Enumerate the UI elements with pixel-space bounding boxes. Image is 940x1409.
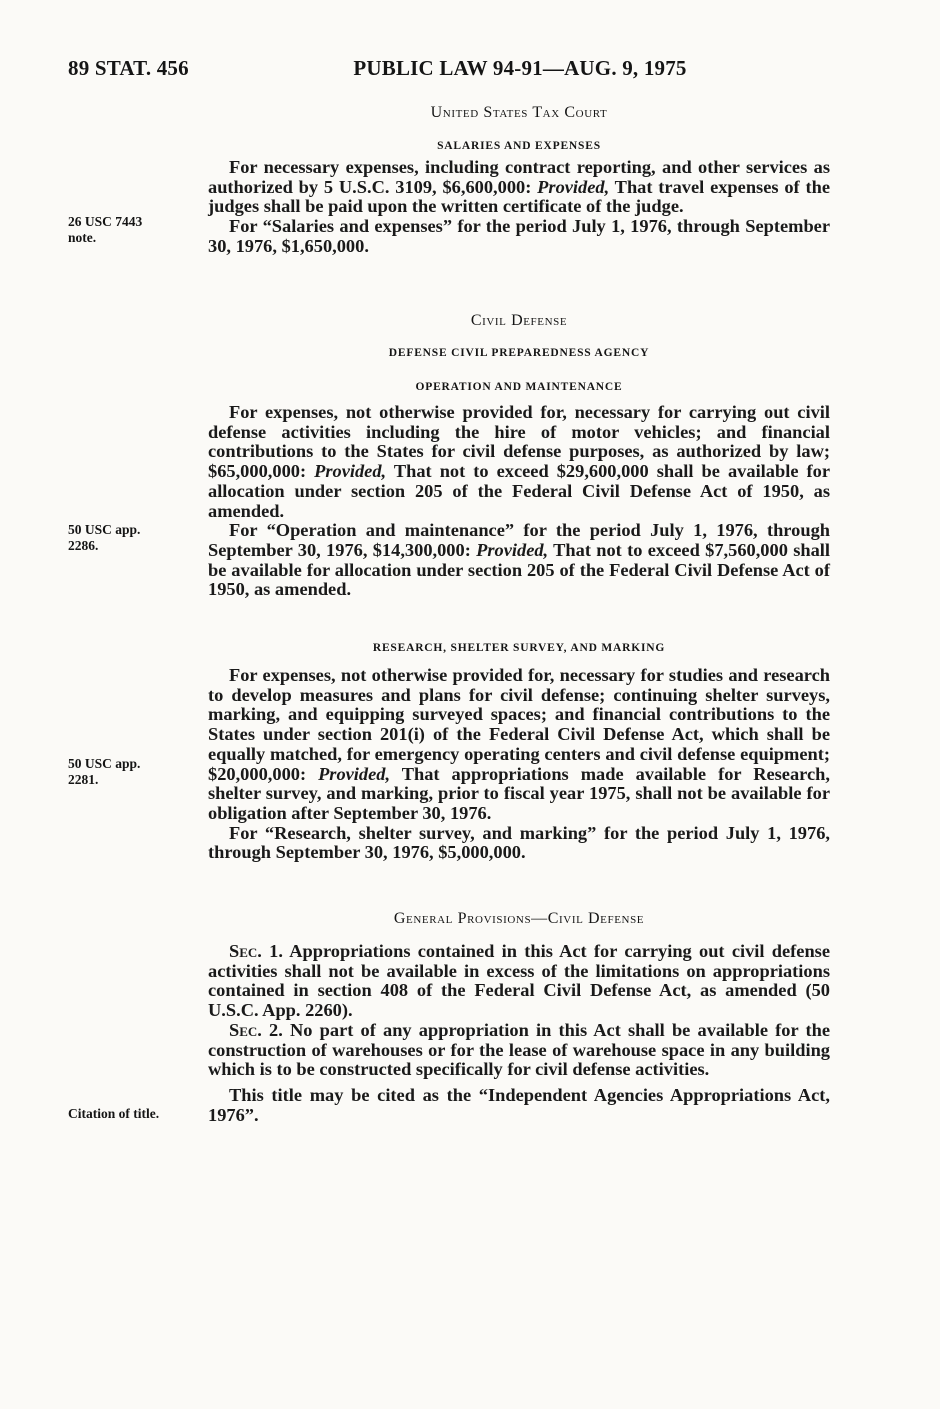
section-general-provisions (208, 910, 830, 1125)
subheading: SALARIES AND EXPENSES (437, 140, 601, 152)
paragraph: Sec. 1. Appropriations contained in this Act for carrying out civil defense activities shall not be available in excess of the limitations on appropriations contained in section 408 of the Federal Civil Defense Act, as amended (50 U.S.C. App. 2260). (208, 941, 830, 1021)
paragraph: Sec. 2. No part of any appropriation in this Act shall be available for the construction of warehouses or for the lease of warehouse space in any building which is to be constructed specifically for civil defense activities. (208, 1019, 830, 1080)
section-heading: General Provisions—Civil Defense (393, 910, 645, 927)
paragraph: For “Research, shelter survey, and marking” for the period July 1, 1976, through September 30, 1976, $5,000,000. (208, 822, 830, 863)
agency-heading: DEFENSE CIVIL PREPAREDNESS AGENCY (388, 347, 650, 359)
paragraph: For “Operation and maintenance” for the period July 1, 1976, through September 30, 1976, $14,300,000: Provided, That not to exceed $7,560,000 shall be available for allocation under section 205 of the Federal Civil Defense Act of 1950, as amended. (208, 520, 830, 600)
section-civil-defense (208, 312, 830, 600)
public-law-heading: PUBLIC LAW 94-91—AUG. 9, 1975 (353, 56, 687, 80)
margin-note-50-usc-2281: 50 USC app. 2281. (68, 756, 141, 787)
paragraph: This title may be cited as the “Independent Agencies Appropriations Act, 1976”. (208, 1084, 830, 1125)
subheading: OPERATION AND MAINTENANCE (415, 381, 623, 393)
margin-note-citation-of-title: Citation of title. (68, 1106, 160, 1121)
section-tax-court (208, 104, 830, 257)
section-heading: Civil Defense (470, 312, 568, 329)
paragraph: For necessary expenses, including contract reporting, and other services as authorized by 5 U.S.C. 3109, $6,600,000: Provided, That travel expenses of the judges shall be paid upon the written certificate of the judge. (208, 157, 830, 217)
stat-page-number: 89 STAT. 456 (68, 56, 189, 80)
margin-note-26-usc-7443: 26 USC 7443 note. (68, 214, 143, 245)
margin-note-50-usc-2286: 50 USC app. 2286. (68, 522, 141, 553)
paragraph: For expenses, not otherwise provided for, necessary for studies and research to develop measures and plans for civil defense; continuing shelter surveys, marking, and equipping surveyed spaces; and financial contributions to the States under section 201(i) of the Federal Civil Defense Act, which shall be equally matched, for emergency operating centers and civil defense equipment; $20,000,000: Provided, That appropriations made available for Research, shelter survey, and marking, prior to fiscal year 1975, shall not be available for obligation after September 30, 1976. (208, 665, 830, 823)
paragraph: For “Salaries and expenses” for the period July 1, 1976, through September 30, 1976, $1,650,000. (208, 216, 830, 256)
section-research (208, 642, 830, 863)
paragraph: For expenses, not otherwise provided for, necessary for carrying out civil defense activities including the hire of motor vehicles; and financial contributions to the States for civil defense purposes, as authorized by law; $65,000,000: Provided, That not to exceed $29,600,000 shall be available for allocation under section 205 of the Federal Civil Defense Act of 1950, as amended. (208, 402, 830, 521)
section-heading: United States Tax Court (430, 104, 608, 121)
subheading: RESEARCH, SHELTER SURVEY, AND MARKING (372, 642, 666, 654)
